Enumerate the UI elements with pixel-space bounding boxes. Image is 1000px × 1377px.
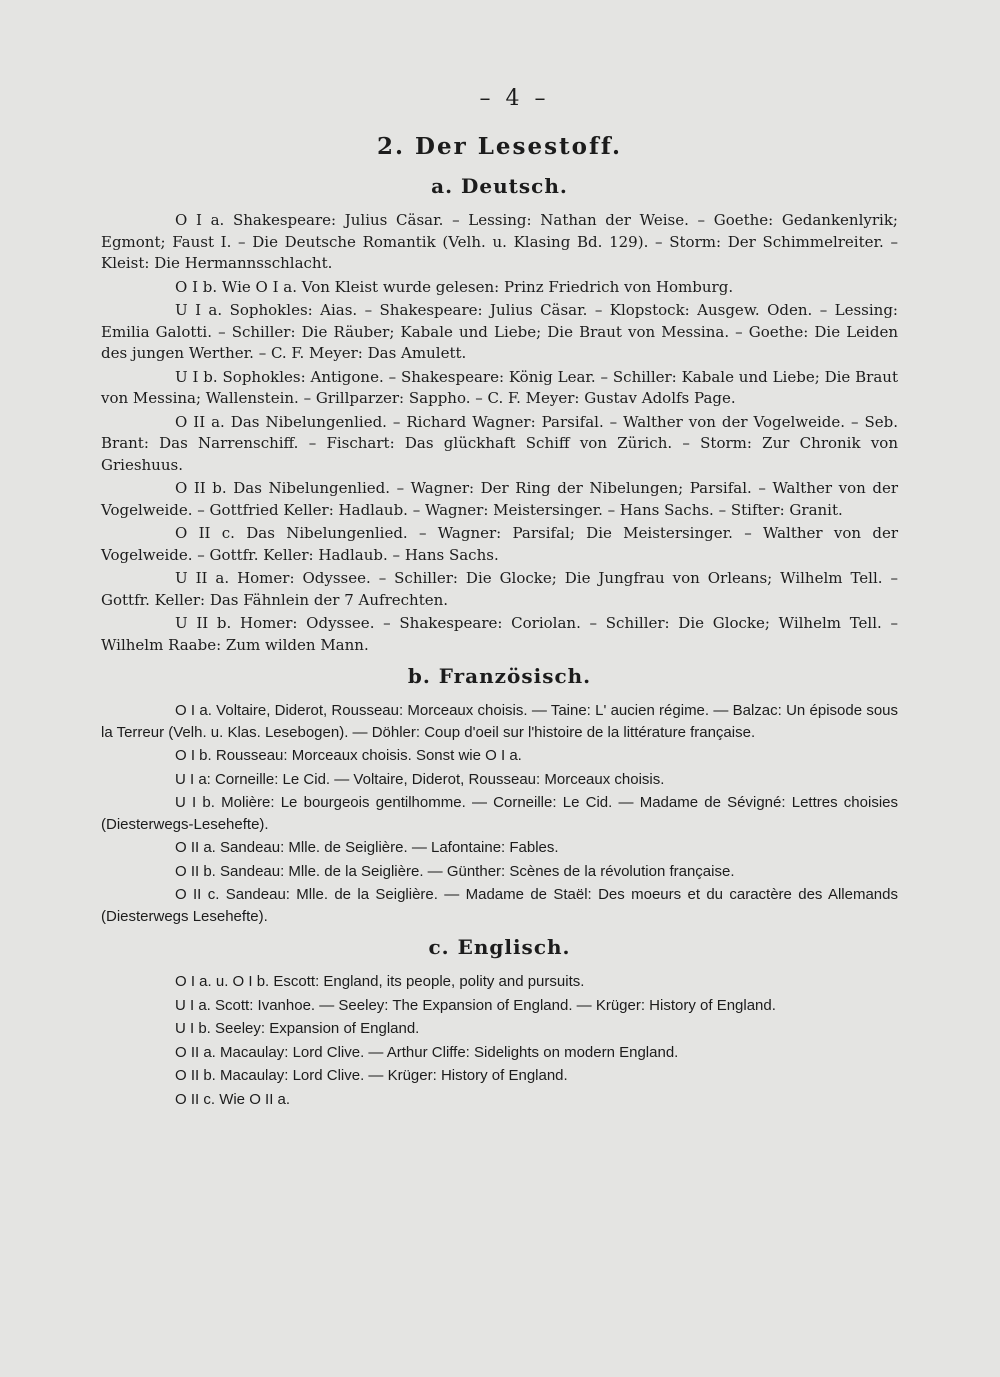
- list-item: [101, 745, 898, 767]
- class-label: O II b.: [175, 479, 227, 497]
- list-item: [101, 412, 898, 477]
- reading-text: Molière: Le bourgeois gentilhomme. — Corneille: Le Cid. — Madame de Sévigné: Lettres choisies (Diesterwegs-Lesehefte).: [101, 794, 899, 833]
- class-label: O II c.: [175, 524, 235, 542]
- reading-text: Sophokles: Antigone. – Shakespeare: König Lear. – Schiller: Kabale und Liebe; Die Braut von Messina; Wallenstein. – Grillparzer: Sappho. – C. F. Meyer: Gustav Adolfs Page.: [101, 367, 898, 407]
- reading-text: Sandeau: Mlle. de la Seiglière. — Günther: Scènes de la révolution française.: [220, 862, 735, 880]
- class-label: O II a.: [175, 839, 216, 856]
- list-item: [101, 300, 898, 365]
- class-label: U I a.: [175, 996, 211, 1014]
- reading-text: Das Nibelungenlied. – Richard Wagner: Parsifal. – Walther von der Vogelweide. – Seb. Brant: Das Narrenschiff. – Fischart: Das glückhaft Schiff von Zürich. – Storm: Zur Chronik von Grieshuus.: [101, 412, 898, 474]
- list-item: [101, 792, 898, 835]
- class-label: U I a:: [175, 770, 211, 788]
- reading-list-franzoesisch: [101, 700, 898, 927]
- reading-text: Macaulay: Lord Clive. — Arthur Cliffe: Sidelights on modern England.: [220, 1043, 679, 1061]
- list-item: [101, 1065, 898, 1087]
- list-item: [101, 1089, 898, 1111]
- subsection-title-franzoesisch: b. Französisch.: [407, 664, 592, 688]
- reading-text: Sandeau: Mlle. de la Seiglière. — Madame de Staël: Des moeurs et du caractère des Allemands (Diesterwegs Lesehefte).: [101, 886, 898, 925]
- reading-text: Homer: Odyssee. – Schiller: Die Glocke; Die Jungfrau von Orleans; Wilhelm Tell. – Gottfr. Keller: Das Fähnlein der 7 Aufrechten.: [101, 569, 898, 609]
- reading-text: Das Nibelungenlied. – Wagner: Der Ring der Nibelungen; Parsifal. – Walther von der Vogelweide. – Gottfried Keller: Hadlaub. – Wagner: Meistersinger. – Hans Sachs. – Stifter: Granit.: [101, 479, 898, 519]
- reading-text: Sandeau: Mlle. de Seiglière. — Lafontaine: Fables.: [220, 839, 559, 856]
- reading-text: Wie O II a.: [219, 1090, 291, 1108]
- reading-text: Macaulay: Lord Clive. — Krüger: History of England.: [220, 1067, 568, 1084]
- list-item: [101, 700, 898, 743]
- list-item: [101, 1018, 898, 1040]
- list-item: [101, 995, 898, 1017]
- class-label: U I a.: [175, 301, 223, 319]
- class-label: O I a. u. O I b.: [175, 973, 270, 990]
- reading-list-deutsch: [101, 210, 898, 656]
- reading-text: Das Nibelungenlied. – Wagner: Parsifal; Die Meistersinger. – Walther von der Vogelweide. – Gottfr. Keller: Hadlaub. – Hans Sachs.: [101, 524, 899, 564]
- list-item: [101, 769, 898, 791]
- class-label: O II a.: [175, 1043, 216, 1061]
- class-label: O I a.: [175, 702, 212, 719]
- page-number: – 4 –: [479, 86, 550, 111]
- subsection-title-englisch: c. Englisch.: [428, 935, 571, 959]
- class-label: O II b.: [175, 862, 216, 880]
- list-item: [101, 277, 898, 299]
- reading-text: Seeley: Expansion of England.: [215, 1020, 420, 1037]
- class-label: U I b.: [175, 367, 218, 386]
- reading-list-englisch: [101, 971, 898, 1110]
- list-item: [101, 613, 898, 656]
- reading-text: Sophokles: Aias. – Shakespeare: Julius Cäsar. – Klopstock: Ausgew. Oden. – Lessing: Emilia Galotti. – Schiller: Die Räuber; Kabale und Liebe; Die Braut von Messina. – Goethe: Die Leiden des jungen Werther. – C. F. Meyer: Das Amulett.: [101, 301, 898, 362]
- class-label: U II b.: [175, 614, 232, 632]
- list-item: [101, 568, 898, 611]
- list-item: [101, 884, 898, 927]
- list-item: [101, 1042, 898, 1064]
- section-title: 2. Der Lesestoff.: [377, 133, 622, 160]
- class-label: O I b.: [175, 747, 212, 764]
- reading-text: Voltaire, Diderot, Rousseau: Morceaux choisis. — Taine: L' aucien régime. — Balzac: Un épisode sous la Terreur (Velh. u. Klas. Lesebogen). — Döhler: Coup d'oeil sur l'histoire de la littérature française.: [101, 702, 899, 741]
- list-item: [101, 210, 898, 275]
- class-label: U I b.: [175, 794, 215, 811]
- subsection-title-deutsch: a. Deutsch.: [431, 174, 568, 198]
- list-item: [101, 861, 898, 883]
- class-label: O II c.: [175, 1090, 216, 1108]
- class-label: O II c.: [175, 886, 220, 903]
- class-label: O I b.: [175, 277, 218, 296]
- reading-text: Homer: Odyssee. – Shakespeare: Coriolan. – Schiller: Die Glocke; Wilhelm Tell. – Wilhelm Raabe: Zum wilden Mann.: [101, 614, 898, 654]
- class-label: U II a.: [175, 569, 230, 587]
- reading-text: Corneille: Le Cid. — Voltaire, Diderot, Rousseau: Morceaux choisis.: [215, 770, 665, 788]
- class-label: O II a.: [175, 412, 225, 431]
- reading-text: Escott: England, its people, polity and pursuits.: [273, 973, 585, 990]
- list-item: [101, 837, 898, 859]
- reading-text: Scott: Ivanhoe. — Seeley: The Expansion of England. — Krüger: History of England.: [215, 996, 776, 1014]
- reading-text: Shakespeare: Julius Cäsar. – Lessing: Nathan der Weise. – Goethe: Gedankenlyrik; Egmont; Faust I. – Die Deutsche Romantik (Velh. u. Klasing Bd. 129). – Storm: Der Schimmelreiter. – Kleist: Die Hermannsschlacht.: [101, 211, 898, 272]
- list-item: [101, 367, 898, 410]
- class-label: U I b.: [175, 1020, 211, 1037]
- class-label: O I a.: [175, 211, 225, 229]
- class-label: O II b.: [175, 1067, 216, 1084]
- list-item: [101, 971, 898, 993]
- reading-text: Wie O I a. Von Kleist wurde gelesen: Prinz Friedrich von Homburg.: [221, 277, 734, 296]
- list-item: [101, 478, 898, 521]
- reading-text: Rousseau: Morceaux choisis. Sonst wie O I a.: [215, 747, 522, 764]
- list-item: [101, 523, 898, 566]
